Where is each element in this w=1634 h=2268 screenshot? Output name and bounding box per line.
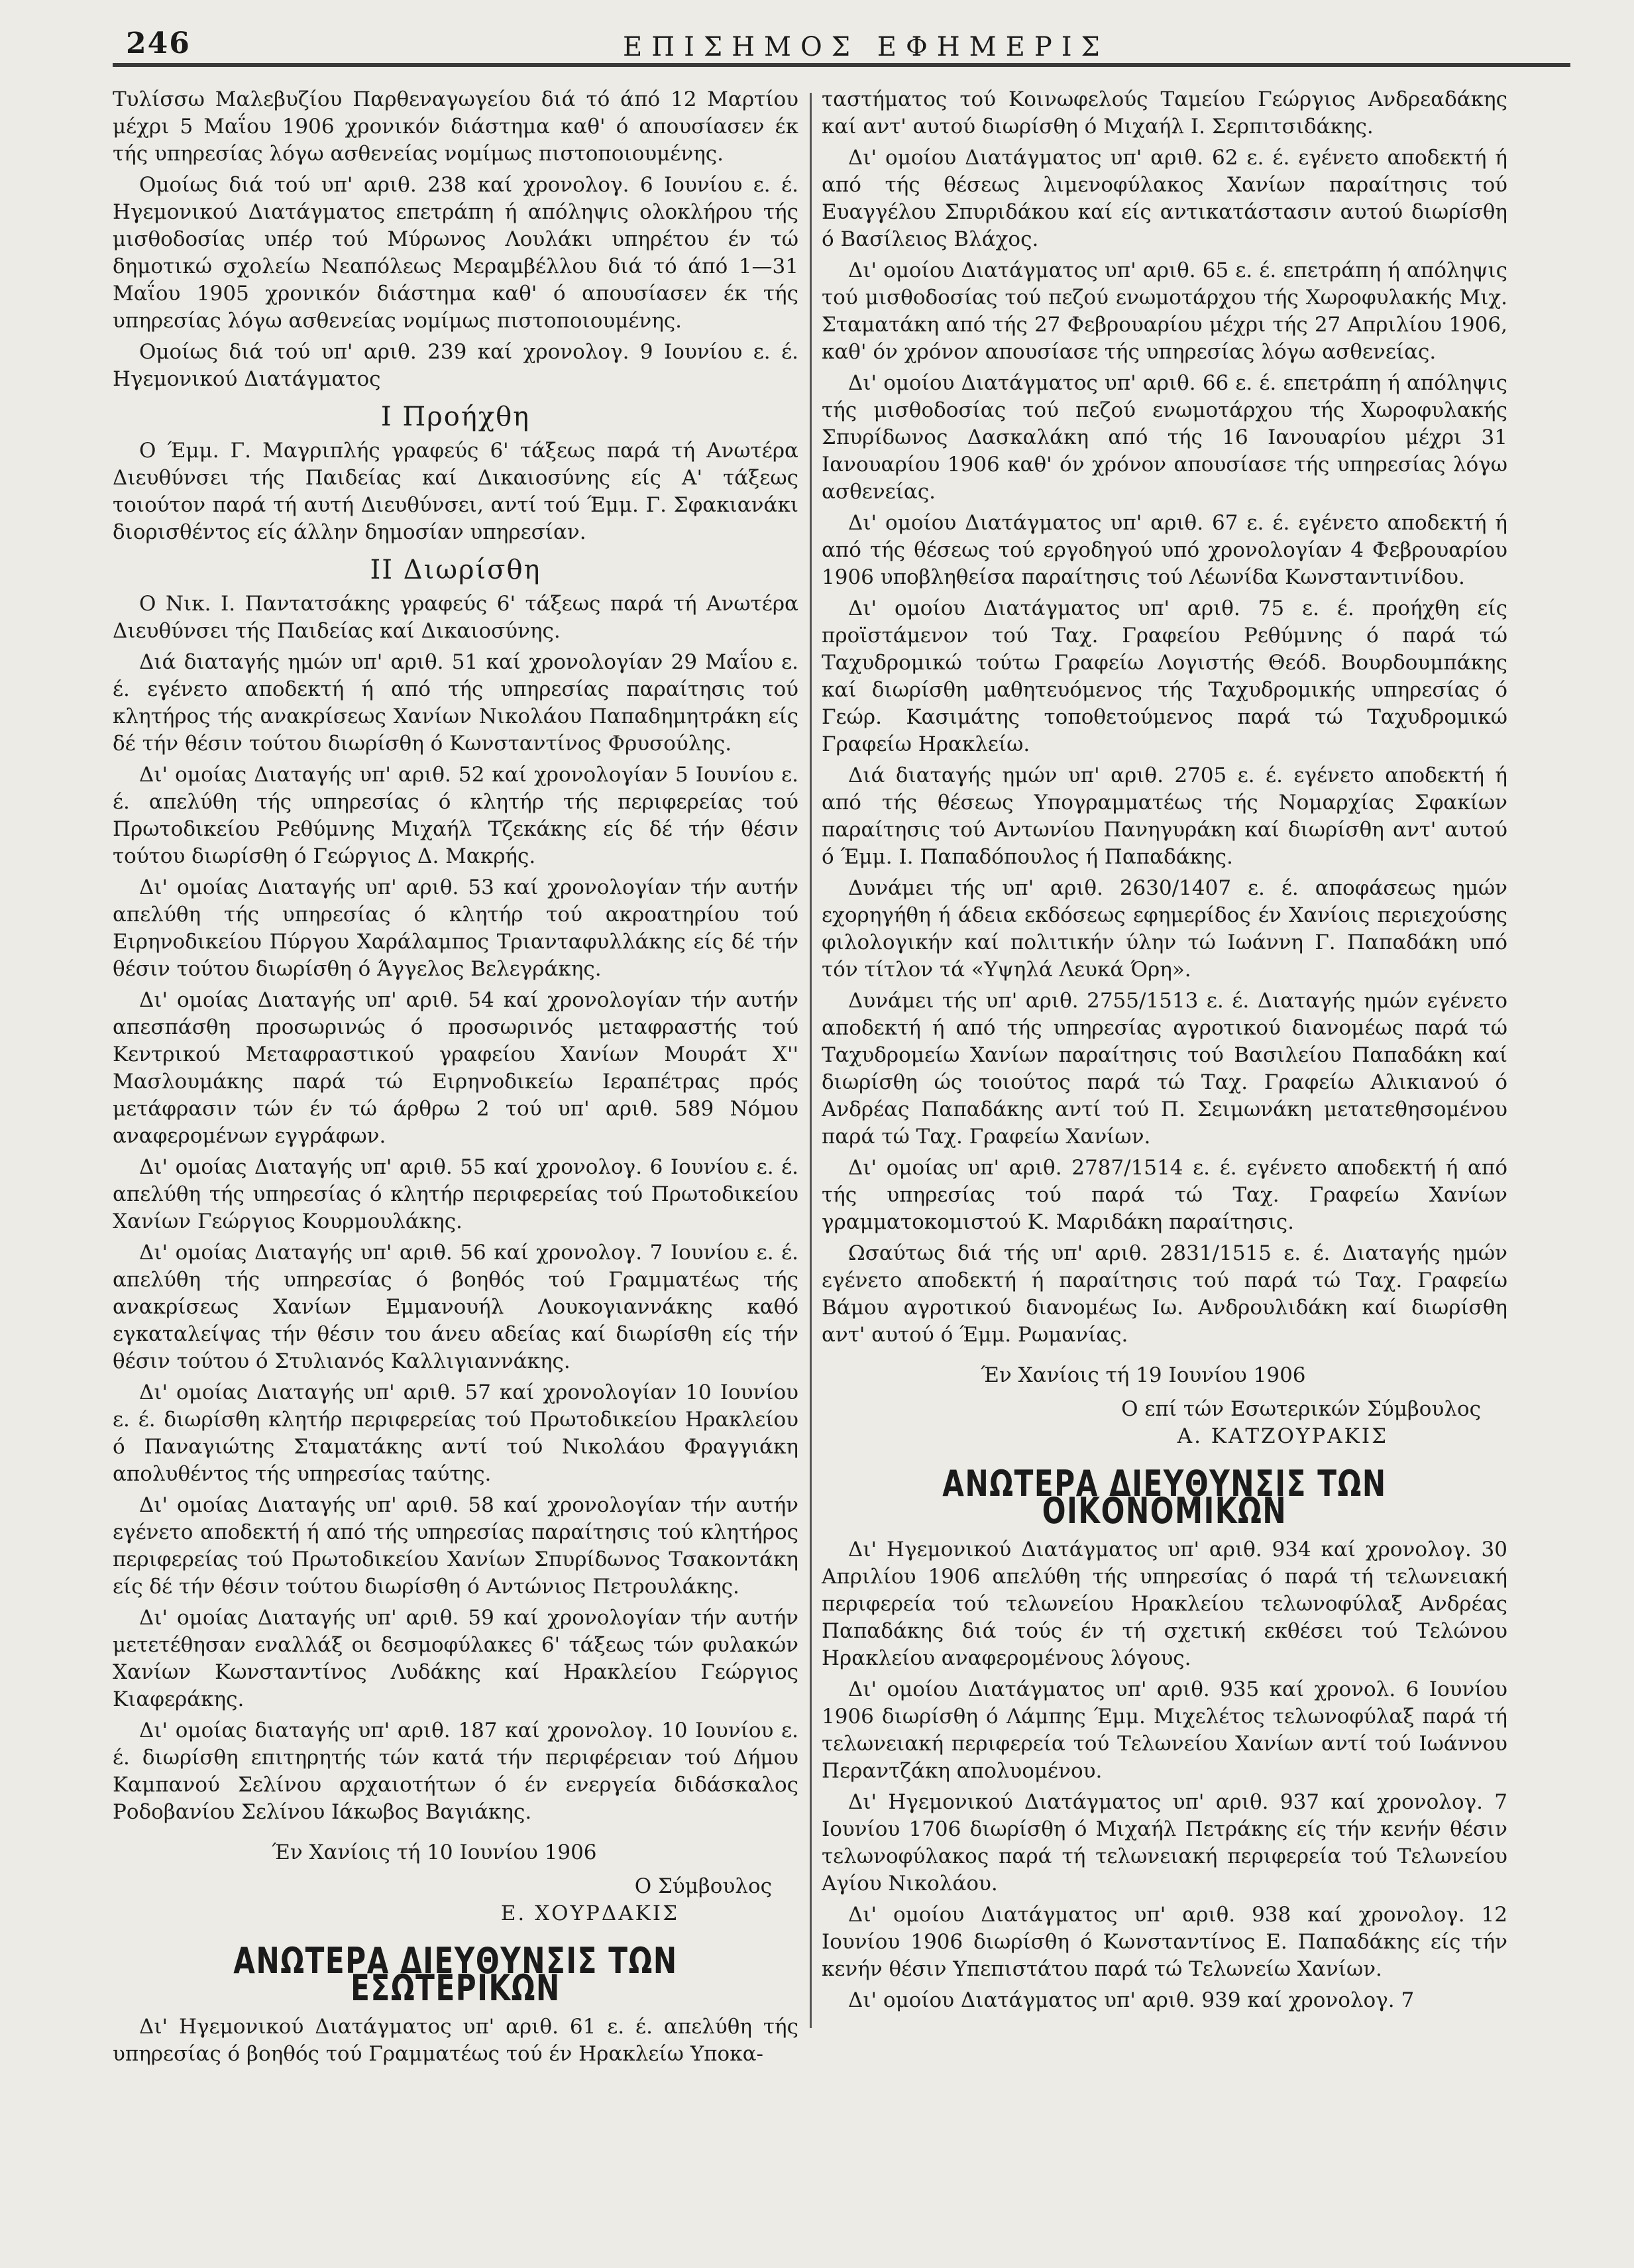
paragraph: Δι' Ηγεμονικού Διατάγματος υπ' αριθ. 61 ε. έ. απελύθη τής υπηρεσίας ό βοηθός τού Γραμματέως τού έν Ηρακλείω Υποκα- <box>113 2015 798 2066</box>
left-column <box>113 86 798 2072</box>
signature-name: Α. ΚΑΤΖΟΥΡΑΚΙΣ <box>1177 1424 1388 1448</box>
paragraph: Δι' ομοίου Διατάγματος υπ' αριθ. 935 καί χρονολ. 6 Ιουνίου 1906 διωρίσθη ό Λάμπης Έμμ. Μιχελέτος τελωνοφύλαξ παρά τή τελωνειακή περιφερεία τού Τελωνείου Χανίων αντί τού Ιωάννου Περαντζάκη απολυομένου. <box>822 1677 1507 1783</box>
paragraph: Δι' ομοίου Διατάγματος υπ' αριθ. 66 ε. έ. επετράπη ή απόληψις τής μισθοδοσίας τού πεζού ενωμοτάρχου τής Χωροφυλακής Σπυρίδωνος Δασκαλάκη από τής 16 Ιανουαρίου μέχρι 31 Ιανουαρίου 1906 καθ' όν χρόνον απουσίασε τής υπηρεσίας λόγω ασθενείας. <box>822 371 1507 504</box>
paragraph: Δι' ομοίου Διατάγματος υπ' αριθ. 65 ε. έ. επετράπη ή απόληψις τού μισθοδοσίας τού πεζού ενωμοτάρχου τής Χωροφυλακής Μιχ. Σταματάκη από τής 27 Φεβρουαρίου μέχρι τής 27 Απριλίου 1906, καθ' όν χρόνον απουσίασε τής υπηρεσίας λόγω ασθενείας. <box>822 258 1507 364</box>
paragraph: Δι' ομοίας Διαταγής υπ' αριθ. 59 καί χρονολογίαν τήν αυτήν μετετέθησαν εναλλάξ οι δεσμοφύλακες 6' τάξεως τών φυλακών Χανίων Κωνσταντίνος Λυδάκης καί Ηρακλείου Γεώργιος Κιαφεράκης. <box>113 1606 798 1711</box>
paragraph: Δι' ομοίας Διαταγής υπ' αριθ. 58 καί χρονολογίαν τήν αυτήν εγένετο αποδεκτή ή από τής υπηρεσίας παραίτησις τού κλητήρος περιφερείας τού Πρωτοδικείου Χανίων Σπυρίδωνος Τσακοντάκη είς δέ τήν θέσιν τούτου διωρίσθη ό Αντώνιος Πετρουλάκης. <box>113 1493 798 1599</box>
paragraph: Δι' ομοίου Διατάγματος υπ' αριθ. 67 ε. έ. εγένετο αποδεκτή ή από τής θέσεως τού εργοδηγού υπό χρονολογίαν 4 Φεβρουαρίου 1906 υποβληθείσα παραίτησις τού Λέωνίδα Κωνσταντινίδου. <box>822 511 1507 589</box>
paragraph: Δι' ομοίας υπ' αριθ. 2787/1514 ε. έ. εγένετο αποδεκτή ή από τής υπηρεσίας τού παρά τώ Ταχ. Γραφείω Χανίων γραμματοκομιστού Κ. Μαριδάκη παραίτησις. <box>822 1156 1507 1234</box>
paragraph: Ομοίως διά τού υπ' αριθ. 238 καί χρονολογ. 6 Ιουνίου ε. έ. Ηγεμονικού Διατάγματος επετράπη ή απόληψις ολοκλήρου τής μισθοδοσίας υπέρ τού Μύρωνος Λουλάκι υπηρέτου έν τώ δημοτικώ σχολείω Νεαπόλεως Μεραμβέλλου διά τό άπό 1—31 Μαΐου 1905 χρονικόν διάστημα καθ' ό απουσίασεν έκ τής υπηρεσίας λόγω ασθενείας νομίμως πιστοποιουμένης. <box>113 173 798 333</box>
paragraph: Δι' ομοίας Διαταγής υπ' αριθ. 56 καί χρονολογ. 7 Ιουνίου ε. έ. απελύθη τής υπηρεσίας ό βοηθός τού Γραμματέως τής ανακρίσεως Χανίων Εμμανουήλ Λουκογιαννάκης καθό εγκαταλείψας τήν θέσιν του άνευ αδείας καί διωρίσθη είς τήν θέσιν τούτου ό Στυλιανός Καλλιγιαννάκης. <box>113 1241 798 1373</box>
paragraph: Δι' Ηγεμονικού Διατάγματος υπ' αριθ. 934 καί χρονολογ. 30 Απριλίου 1906 απελύθη τής υπηρεσίας ό παρά τή τελωνειακή περιφερεία τού τελωνείου Ηρακλείου τελωνοφύλαξ Ανδρέας Παπαδάκης διά τούς έν τή σχετική εκθέσει τού Τελώνου Ηρακλείου αναφερομένους λόγους. <box>822 1538 1507 1670</box>
running-title: ΕΠΙΣΗΜΟΣ ΕΦΗΜΕΡΙΣ <box>623 32 1109 62</box>
section-heading: ΙΙ Διωρίσθη <box>370 555 541 585</box>
paragraph: Δι' ομοίου Διατάγματος υπ' αριθ. 62 ε. έ. εγένετο αποδεκτή ή από τής θέσεως λιμενοφύλακος Χανίων παραίτησις τού Ευαγγέλου Σπυριδάκου καί είς αντικατάστασιν αυτού διωρίσθη ό Βασίλειος Βλάχος. <box>822 146 1507 251</box>
paragraph: Δι' ομοίου Διατάγματος υπ' αριθ. 939 καί χρονολογ. 7 <box>848 1988 1415 2012</box>
paragraph: ταστήματος τού Κοινωφελούς Ταμείου Γεώργιος Ανδρεαδάκης καί αντ' αυτού διωρίσθη ό Μιχαήλ Ι. Σερπιτσιδάκης. <box>822 87 1507 139</box>
paragraph: Δι' ομοίας Διαταγής υπ' αριθ. 55 καί χρονολογ. 6 Ιουνίου ε. έ. απελύθη τής υπηρεσίας ό κλητήρ περιφερείας τού Πρωτοδικείου Χανίων Γεώργιος Κουρμουλάκης. <box>113 1155 798 1233</box>
dateline: Έν Χανίοις τή 10 Ιουνίου 1906 <box>272 1841 597 1864</box>
paragraph: Δι' ομοίας Διαταγής υπ' αριθ. 52 καί χρονολογίαν 5 Ιουνίου ε. έ. απελύθη τής υπηρεσίας ό κλητήρ τής περιφερείας τού Πρωτοδικείου Ρεθύμνης Μιχαήλ Τζεκάκης είς δέ τήν θέσιν τούτου διωρίσθη ό Γεώργιος Δ. Μακρής. <box>113 763 798 868</box>
section-banner: ΑΝΩΤΕΡΑ ΔΙΕΥΘΥΝΣΙΣ ΤΩΝ ΟΙΚΟΝΟΜΙΚΩΝ <box>942 1463 1387 1532</box>
paragraph: Δι' ομοίου Διατάγματος υπ' αριθ. 75 ε. έ. προήχθη είς προϊστάμενον τού Ταχ. Γραφείου Ρεθύμνης ό παρά τώ Ταχυδρομικώ τούτω Γραφείω Λογιστής Θεόδ. Βουρδουμπάκης καί διωρίσθη μαθητευόμενος τής Ταχυδρομικής υπηρεσίας ό Γεώρ. Κασιμάτης τοποθετούμενος παρά τώ Ταχυδρομικώ Γραφείω Ηρακλείω. <box>822 596 1507 756</box>
page-header <box>73 27 1564 80</box>
section-banner: ΑΝΩΤΕΡΑ ΔΙΕΥΘΥΝΣΙΣ ΤΩΝ ΕΣΩΤΕΡΙΚΩΝ <box>233 1940 678 2009</box>
right-column <box>822 86 1507 2018</box>
paragraph: Ωσαύτως διά τής υπ' αριθ. 2831/1515 ε. έ. Διαταγής ημών εγένετο αποδεκτή ή παραίτησις τού παρά τώ Ταχ. Γραφείω Βάμου αγροτικού διανομέως Ιω. Ανδρουλιδάκη καί διωρίσθη αντ' αυτού ό Έμμ. Ρωμανίας. <box>822 1241 1507 1347</box>
paragraph: Δι' ομοίου Διατάγματος υπ' αριθ. 938 καί χρονολογ. 12 Ιουνίου 1906 διωρίσθη ό Κωνσταντίνος Ε. Παπαδάκης είς τήν κενήν θέσιν Υπεπιστάτου παρά τώ Τελωνείω Χανίων. <box>822 1903 1507 1981</box>
paragraph: Ομοίως διά τού υπ' αριθ. 239 καί χρονολογ. 9 Ιουνίου ε. έ. Ηγεμονικού Διατάγματος <box>113 340 798 391</box>
paragraph: Δυνάμει τής υπ' αριθ. 2755/1513 ε. έ. Διαταγής ημών εγένετο αποδεκτή ή από τής υπηρεσίας αγροτικού διανομέως παρά τώ Ταχυδρομείω Χανίων παραίτησις τού Βασιλείου Παπαδάκη καί διωρίσθη ώς τοιούτος παρά τώ Ταχ. Γραφείω Αλικιανού ό Ανδρέας Παπαδάκης αντί τού Π. Σειμωνάκη μετατεθησομένου παρά τώ Ταχ. Γραφείω Χανίων. <box>822 989 1507 1149</box>
dateline: Έν Χανίοις τή 19 Ιουνίου 1906 <box>981 1363 1306 1387</box>
paragraph: Διά διαταγής ημών υπ' αριθ. 51 καί χρονολογίαν 29 Μαΐου ε. έ. εγένετο αποδεκτή ή από τής υπηρεσίας παραίτησις τού κλητήρος τής ανακρίσεως Χανίων Νικολάου Παπαδημητράκη είς δέ τήν θέσιν τούτου διωρίσθη ό Κωνσταντίνος Φρυσούλης. <box>113 650 798 756</box>
signature-name: Ε. ΧΟΥΡΔΑΚΙΣ <box>500 1901 679 1925</box>
paragraph: Τυλίσσω Μαλεβυζίου Παρθεναγωγείου διά τό άπό 12 Μαρτίου μέχρι 5 Μαΐου 1906 χρονικόν διάστημα καθ' ό απουσίασεν έκ τής υπηρεσίας λόγω ασθενείας νομίμως πιστοποιουμένης. <box>113 87 798 166</box>
paragraph: Δι' ομοίας διαταγής υπ' αριθ. 187 καί χρονολογ. 10 Ιουνίου ε. έ. διωρίσθη επιτηρητής τών κατά τήν περιφέρειαν τού Δήμου Καμπανού Σελίνου αρχαιοτήτων ό έν ενεργεία διδάσκαλος Ροδοβανίου Σελίνου Ιάκωβος Βαγιάκης. <box>113 1719 798 1824</box>
paragraph: Δυνάμει τής υπ' αριθ. 2630/1407 ε. έ. αποφάσεως ημών εχορηγήθη ή άδεια εκδόσεως εφημερίδος έν Χανίοις περιεχούσης φιλολογικήν καί πολιτικήν ύλην τώ Ιωάννη Γ. Παπαδάκη υπό τόν τίτλον τά «Υψηλά Λευκά Όρη». <box>822 876 1507 982</box>
section-heading: Ι Προήχθη <box>380 402 531 432</box>
paragraph: Ο Νικ. Ι. Παντατσάκης γραφεύς 6' τάξεως παρά τή Ανωτέρα Διευθύνσει τής Παιδείας καί Δικαιοσύνης. <box>113 592 798 643</box>
paragraph: Ο Έμμ. Γ. Μαγριπλής γραφεύς 6' τάξεως παρά τή Ανωτέρα Διευθύνσει τής Παιδείας καί Δικαιοσύνης είς Α' τάξεως τοιούτον παρά τή αυτή Διευθύνσει, αντί τού Έμμ. Γ. Σφακιανάκι διορισθέντος είς άλλην δημοσίαν υπηρεσίαν. <box>113 439 798 544</box>
signature-role: Ο επί τών Εσωτερικών Σύμβουλος <box>1121 1397 1481 1421</box>
header-rule <box>113 63 1570 67</box>
paragraph: Δι' ομοίας Διαταγής υπ' αριθ. 53 καί χρονολογίαν τήν αυτήν απελύθη τής υπηρεσίας ό κλητήρ τού ακροατηρίου τού Ειρηνοδικείου Πύργου Χαράλαμπος Τριανταφυλλάκης είς δέ τήν θέσιν τούτου διωρίσθη ό Άγγελος Βελεγράκης. <box>113 876 798 981</box>
column-divider <box>810 93 812 2028</box>
paragraph: Δι' ομοίας Διαταγής υπ' αριθ. 57 καί χρονολογίαν 10 Ιουνίου ε. έ. διωρίσθη κλητήρ περιφερείας τού Πρωτοδικείου Ηρακλείου ό Παναγιώτης Σταματάκης αντί τού Νικολάου Φραγγιάκη απολυθέντος τής υπηρεσίας ταύτης. <box>113 1381 798 1486</box>
signature-role: Ο Σύμβουλος <box>634 1874 772 1898</box>
paragraph: Δι' ομοίας Διαταγής υπ' αριθ. 54 καί χρονολογίαν τήν αυτήν απεσπάσθη προσωρινώς ό προσωρινός μεταφραστής τού Κεντρικού Μεταφραστικού γραφείου Χανίων Μουράτ Χ'' Μασλουμάκης παρά τώ Ειρηνοδικείω Ιεραπέτρας πρός μετάφρασιν τών έν τώ άρθρω 2 τού υπ' αριθ. 589 Νόμου αναφερομένων εγγράφων. <box>113 988 798 1148</box>
paragraph: Δι' Ηγεμονικού Διατάγματος υπ' αριθ. 937 καί χρονολογ. 7 Ιουνίου 1706 διωρίσθη ό Μιχαήλ Πετράκης είς τήν κενήν θέσιν τελωνοφύλακος παρά τή τελωνειακή περιφερεία τού Τελωνείου Αγίου Νικολάου. <box>822 1790 1507 1896</box>
page-number: 246 <box>126 27 191 60</box>
paragraph: Διά διαταγής ημών υπ' αριθ. 2705 ε. έ. εγένετο αποδεκτή ή από τής θέσεως Υπογραμματέως τής Νομαρχίας Σφακίων παραίτησις τού Αντωνίου Πανηγυράκη καί διωρίσθη αντ' αυτού ό Έμμ. Ι. Παπαδόπουλος ή Παπαδάκης. <box>822 764 1507 869</box>
